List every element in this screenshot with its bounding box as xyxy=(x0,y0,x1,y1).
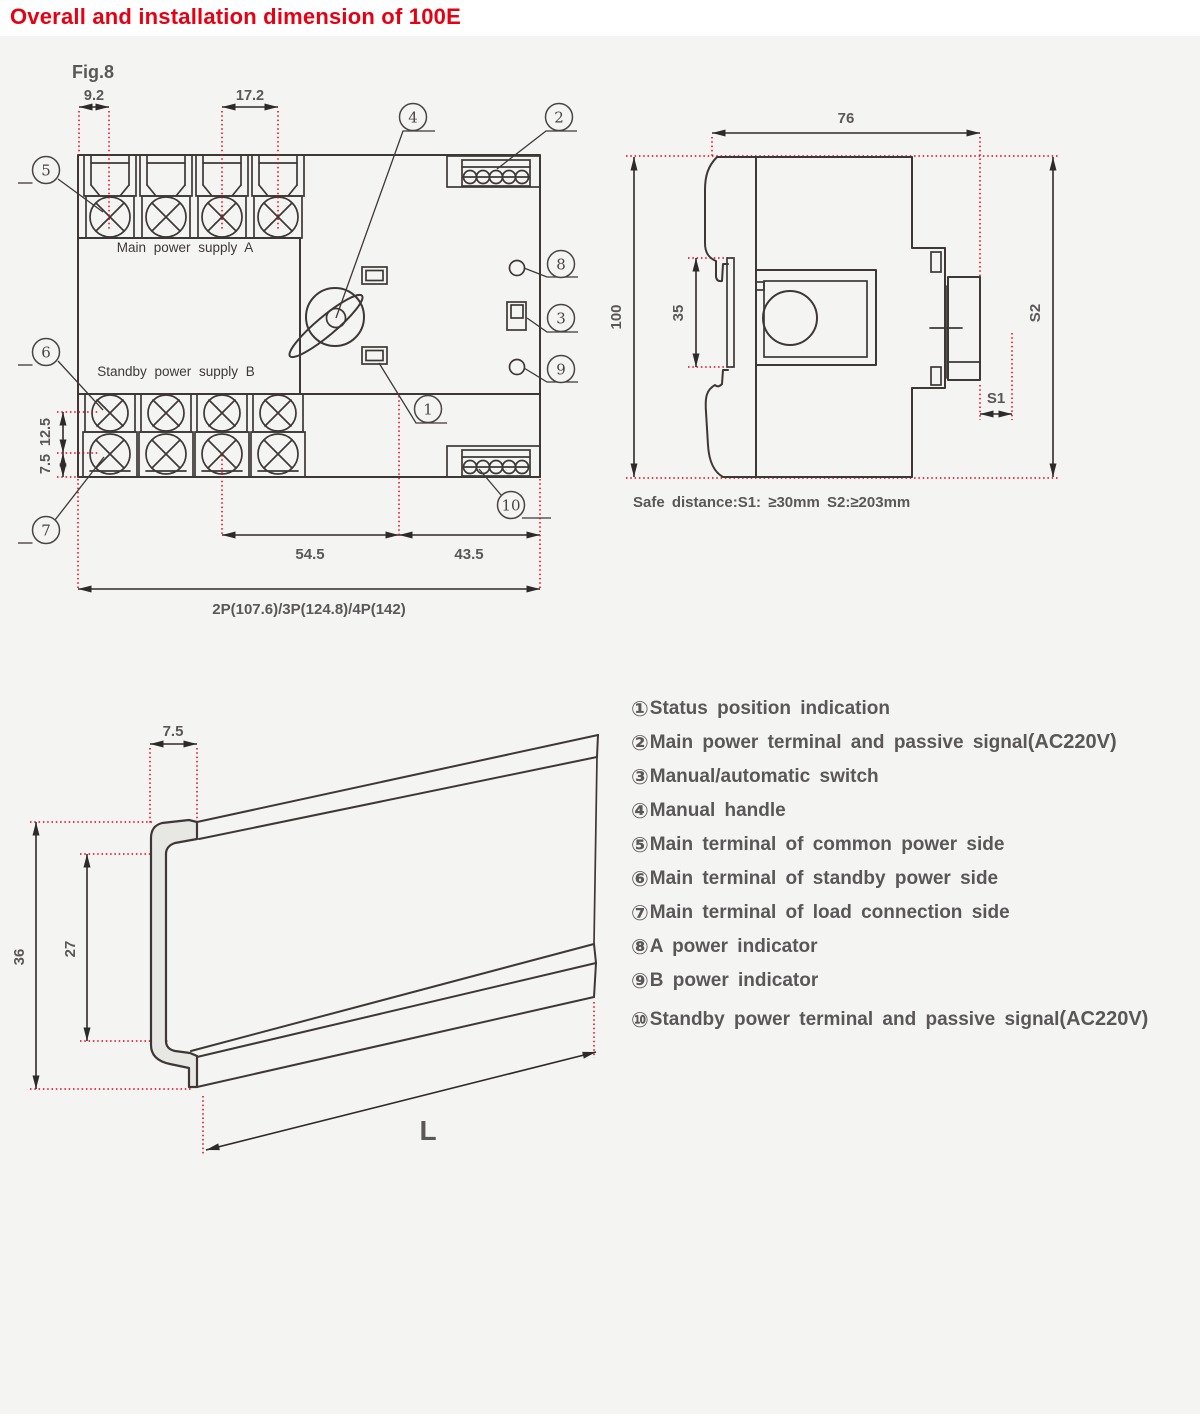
main-terminals-load-side xyxy=(83,432,305,477)
dim-7-5-front: 7.5 xyxy=(38,453,54,475)
dim-rail-7-5: 7.5 xyxy=(162,723,184,740)
legend-text: B power indicator xyxy=(649,970,819,991)
legend-marker: ⑩ xyxy=(631,1008,649,1032)
side-view xyxy=(608,110,1060,478)
rail-dimensions xyxy=(11,723,596,1150)
safe-distance-note: Safe distance:S1: ≥30mm S2:≥203mm xyxy=(633,494,911,511)
main-terminals-standby-side xyxy=(85,394,303,432)
rail-cross-section xyxy=(151,820,197,1087)
legend-text: A power indicator xyxy=(649,936,818,957)
legend xyxy=(631,692,1200,1037)
power-indicator-b xyxy=(510,360,525,375)
side-handle-panel xyxy=(756,270,876,365)
legend-item-8 xyxy=(631,930,1200,964)
svg-text:7: 7 xyxy=(41,521,51,540)
rail-view xyxy=(11,723,598,1156)
svg-text:8: 8 xyxy=(556,255,566,274)
legend-text: Main terminal of standby power side xyxy=(649,868,999,889)
legend-text: Status position indication xyxy=(649,698,891,719)
dim-rail-length: L xyxy=(419,1115,437,1146)
legend-text: Standby power terminal and passive signal xyxy=(649,1009,1060,1030)
dim-54-5: 54.5 xyxy=(295,546,325,563)
main-terminals-common-side xyxy=(84,155,304,238)
label-main-power: Main power supply A xyxy=(116,240,254,255)
legend-marker: ⑦ xyxy=(631,901,649,925)
svg-text:4: 4 xyxy=(408,108,418,127)
din-rail-section xyxy=(727,258,734,367)
dim-17-2: 17.2 xyxy=(235,88,265,104)
dim-s1: S1 xyxy=(986,390,1006,407)
label-standby-power: Standby power supply B xyxy=(97,364,255,379)
legend-item-4 xyxy=(631,794,1200,828)
legend-marker: ④ xyxy=(631,799,649,823)
dim-9-2: 9.2 xyxy=(83,88,105,104)
legend-suffix: (AC220V) xyxy=(1059,1008,1149,1030)
svg-text:9: 9 xyxy=(556,360,566,379)
dim-35: 35 xyxy=(670,304,687,322)
dim-rail-27: 27 xyxy=(62,940,79,958)
dim-100: 100 xyxy=(608,304,625,330)
legend-item-1 xyxy=(631,692,1200,726)
front-view xyxy=(18,88,578,618)
svg-text:3: 3 xyxy=(556,309,566,328)
legend-suffix: (AC220V) xyxy=(1027,731,1117,753)
legend-text: Manual/automatic switch xyxy=(649,766,879,787)
legend-item-7 xyxy=(631,896,1200,930)
dim-76: 76 xyxy=(837,110,855,127)
side-extension-lines xyxy=(626,137,1060,478)
svg-text:10: 10 xyxy=(501,496,521,515)
legend-text: Main terminal of common power side xyxy=(649,834,1005,855)
legend-item-3 xyxy=(631,760,1200,794)
legend-marker: ① xyxy=(631,697,649,721)
legend-marker: ③ xyxy=(631,765,649,789)
dim-s2: S2 xyxy=(1027,303,1044,323)
side-dimensions xyxy=(608,110,1053,477)
svg-text:2: 2 xyxy=(554,108,564,127)
page-title: Overall and installation dimension of 100E xyxy=(10,4,461,29)
manual-auto-switch xyxy=(507,302,526,330)
legend-item-5 xyxy=(631,828,1200,862)
dim-overall: 2P(107.6)/3P(124.8)/4P(142) xyxy=(212,601,406,618)
svg-text:1: 1 xyxy=(423,400,433,419)
legend-text: Main power terminal and passive signal xyxy=(649,732,1028,753)
legend-text: Manual handle xyxy=(649,800,786,821)
svg-text:6: 6 xyxy=(41,343,51,362)
rail-body xyxy=(191,735,598,1087)
manual-handle xyxy=(284,288,368,363)
legend-marker: ② xyxy=(631,731,649,755)
legend-item-9 xyxy=(631,964,1200,998)
legend-item-10 xyxy=(631,1003,1200,1037)
device-outline xyxy=(78,155,540,477)
figure-label: Fig.8 xyxy=(72,62,115,82)
side-outline xyxy=(705,157,945,477)
standby-power-signal-connector xyxy=(447,446,540,477)
status-position-window-top xyxy=(362,267,387,284)
main-power-signal-connector xyxy=(447,156,540,187)
legend-marker: ⑤ xyxy=(631,833,649,857)
legend-item-2 xyxy=(631,726,1200,760)
power-indicator-a xyxy=(510,261,525,276)
legend-marker: ⑧ xyxy=(631,935,649,959)
legend-marker: ⑨ xyxy=(631,969,649,993)
svg-text:5: 5 xyxy=(41,161,51,180)
legend-marker: ⑥ xyxy=(631,867,649,891)
dim-12-5: 12.5 xyxy=(38,417,54,447)
legend-text: Main terminal of load connection side xyxy=(649,902,1010,923)
dim-43-5: 43.5 xyxy=(454,546,484,563)
rail-extension-lines xyxy=(30,748,594,1156)
side-terminal-block xyxy=(930,252,980,385)
status-position-window-bottom xyxy=(362,347,387,364)
dim-rail-36: 36 xyxy=(11,948,28,966)
legend-item-6 xyxy=(631,862,1200,896)
